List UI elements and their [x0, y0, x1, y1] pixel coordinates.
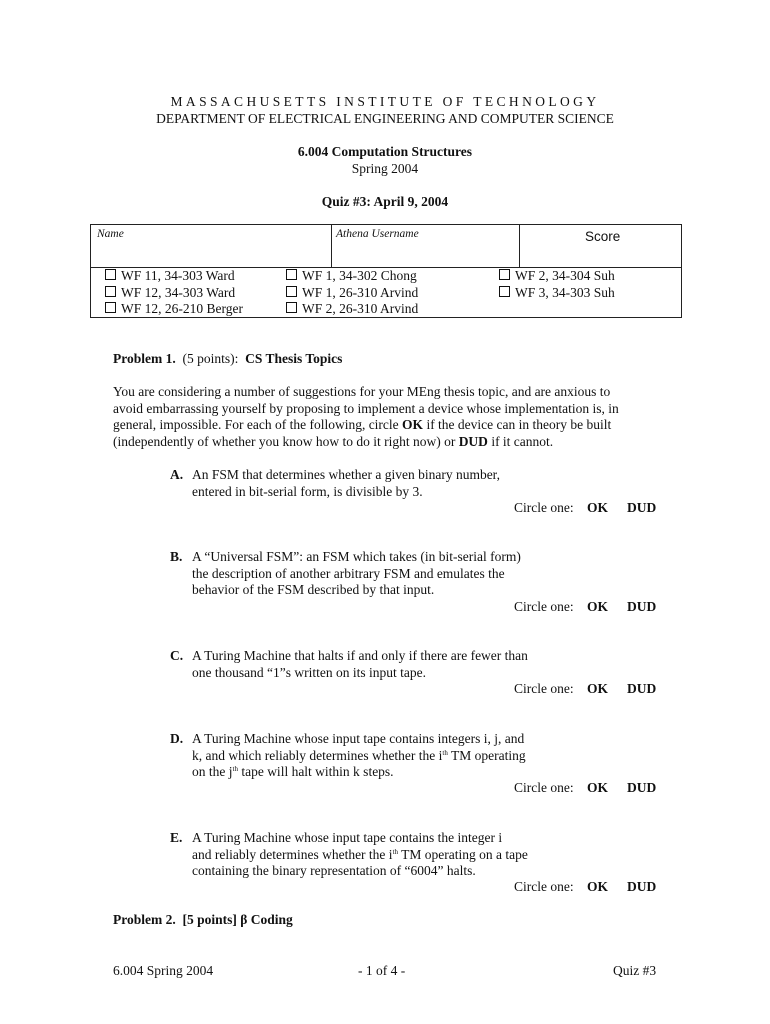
answer-choice-e: Circle one: OK DUD — [514, 879, 657, 894]
dud-option[interactable]: DUD — [627, 780, 657, 795]
answer-choice-c: Circle one: OK DUD — [514, 681, 657, 696]
problem-2-heading: Problem 2. [5 points] β Coding — [113, 912, 293, 927]
checkbox-icon[interactable] — [499, 286, 510, 297]
section-option[interactable]: WF 1, 34-302 Chong — [286, 268, 418, 285]
score-label: Score — [585, 229, 621, 244]
section-option[interactable]: WF 2, 34-304 Suh — [499, 268, 615, 285]
problem-1-heading: Problem 1. (5 points): CS Thesis Topics — [113, 351, 343, 366]
divider — [331, 225, 332, 267]
ok-option[interactable]: OK — [587, 681, 609, 696]
term: Spring 2004 — [351, 161, 419, 176]
problem-1-intro: You are considering a number of suggestions for your MEng thesis topic, and are anxious to avoid embarrassing yourself by proposing to implement a device whose implementation is, in general, impossible. For each of the following, circle OK if the device can in theory be built (independently of whether you know how to do it right now) or DUD if it cannot. — [113, 384, 619, 449]
divider — [519, 225, 520, 267]
checkbox-icon[interactable] — [105, 302, 116, 313]
dud-option[interactable]: DUD — [627, 599, 657, 614]
ok-option[interactable]: OK — [587, 780, 609, 795]
dud-option[interactable]: DUD — [627, 681, 657, 696]
section-column-3 — [499, 268, 615, 301]
footer-left: 6.004 Spring 2004 — [113, 963, 214, 978]
dud-option[interactable]: DUD — [627, 879, 657, 894]
checkbox-icon[interactable] — [499, 269, 510, 280]
department-name: DEPARTMENT OF ELECTRICAL ENGINEERING AND COMPUTER SCIENCE — [156, 111, 614, 126]
ok-option[interactable]: OK — [587, 500, 609, 515]
ok-option[interactable]: OK — [587, 599, 609, 614]
checkbox-icon[interactable] — [105, 286, 116, 297]
course-title: 6.004 Computation Structures — [297, 144, 473, 159]
section-column-1 — [105, 268, 243, 318]
checkbox-icon[interactable] — [286, 286, 297, 297]
ok-option[interactable]: OK — [587, 879, 609, 894]
section-column-2 — [286, 268, 418, 318]
section-option[interactable]: WF 2, 26-310 Arvind — [286, 301, 418, 318]
footer-right: Quiz #3 — [613, 963, 657, 978]
quiz-title: Quiz #3: April 9, 2004 — [321, 194, 449, 209]
section-option[interactable]: WF 11, 34-303 Ward — [105, 268, 243, 285]
section-option[interactable]: WF 1, 26-310 Arvind — [286, 285, 418, 302]
checkbox-icon[interactable] — [286, 269, 297, 280]
answer-choice-a: Circle one: OK DUD — [514, 500, 657, 515]
dud-option[interactable]: DUD — [627, 500, 657, 515]
section-option[interactable]: WF 12, 34-303 Ward — [105, 285, 243, 302]
section-option[interactable]: WF 3, 34-303 Suh — [499, 285, 615, 302]
page-number: - 1 of 4 - — [358, 963, 406, 978]
student-info-box — [90, 224, 682, 318]
institute-name: MASSACHUSETTS INSTITUTE OF TECHNOLOGY — [170, 94, 600, 109]
username-label: Athena Username — [336, 228, 419, 240]
section-option[interactable]: WF 12, 26-210 Berger — [105, 301, 243, 318]
answer-choice-b: Circle one: OK DUD — [514, 599, 657, 614]
name-label: Name — [97, 228, 124, 240]
checkbox-icon[interactable] — [286, 302, 297, 313]
answer-choice-d: Circle one: OK DUD — [514, 780, 657, 795]
info-row — [91, 225, 681, 268]
checkbox-icon[interactable] — [105, 269, 116, 280]
